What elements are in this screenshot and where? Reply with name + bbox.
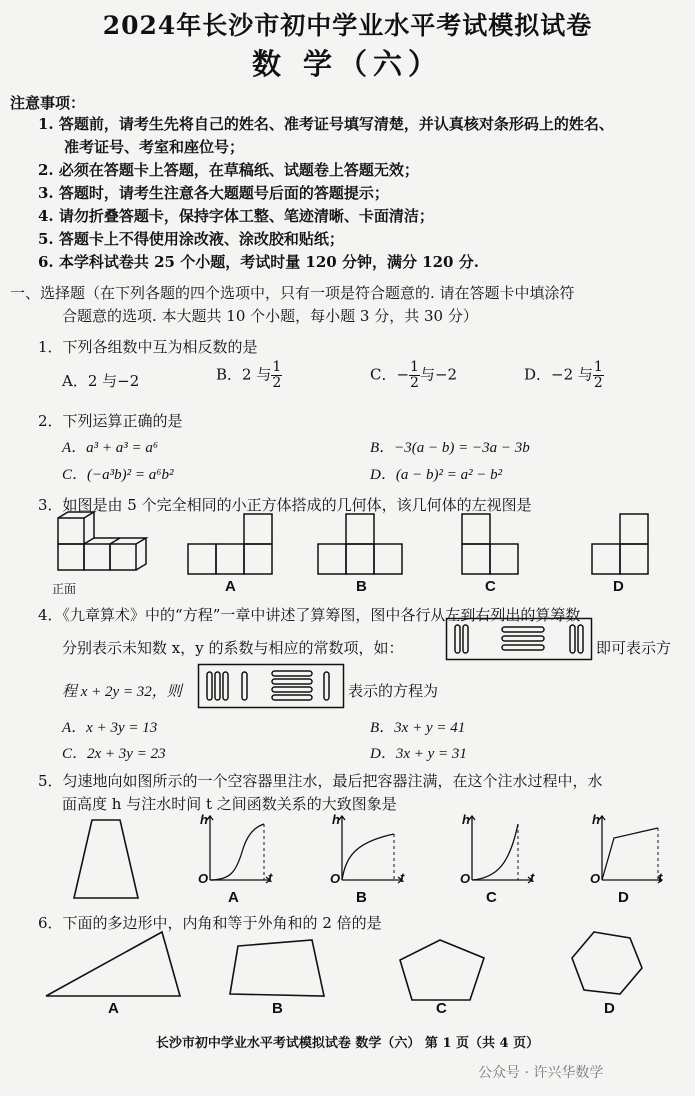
q1-c-text-after: 与−2: [419, 365, 458, 384]
q2-option-d: D．(a − b)² = a² − b²: [370, 467, 503, 483]
q5-label-d: D: [618, 889, 629, 906]
q1-c-fraction: [409, 360, 420, 391]
q4-option-b: B．3x + y = 41: [370, 720, 466, 736]
fraction-numerator: 1: [593, 359, 603, 375]
notice-item: 6. 本学科试卷共 25 个小题，考试时量 120 分钟，满分 120 分.: [38, 253, 479, 271]
q6-polygon-b: [228, 938, 328, 1000]
q3-solid-figure: [50, 512, 160, 582]
q1-option-c: [370, 360, 457, 391]
origin-label: O: [330, 871, 341, 886]
page-footer: 长沙市初中学业水平考试模拟试卷 数学（六） 第 1 页（共 4 页）: [155, 1036, 540, 1051]
q2-option-c: C．(−a³b)² = a⁶b²: [62, 467, 174, 483]
exam-title: 2024年长沙市初中学业水平考试模拟试卷: [102, 11, 593, 40]
q6-polygon-c: [398, 938, 488, 1002]
q4-line1: 4．《九章算术》中的“方程”一章中讲述了算筹图，图中各行从左到右列出的算筹数: [38, 606, 581, 624]
watermark: 公众号 · 许兴华数学: [478, 1065, 604, 1081]
q1-option-b: [216, 360, 282, 391]
fraction-numerator: 1: [410, 359, 419, 375]
q6-polygon-a: [44, 930, 184, 998]
q5-label-c: C: [486, 889, 497, 906]
q3-label-d: D: [613, 578, 624, 595]
origin-label: O: [198, 871, 209, 886]
q4-option-d: D．3x + y = 31: [370, 746, 467, 762]
fraction-denominator: 2: [593, 375, 603, 391]
notice-item: 3. 答题时，请考生注意各大题题号后面的答题提示；: [38, 184, 389, 202]
axis-label-t: t: [268, 870, 273, 885]
q3-front-label: 正面: [52, 582, 77, 596]
notice-heading: 注意事项：: [10, 94, 86, 112]
axis-label-h: h: [332, 812, 340, 827]
q1-d-fraction: [593, 360, 604, 391]
notice-item: 1. 答题前，请考生先将自己的姓名、准考证号填写清楚，并认真核对条形码上的姓名、: [38, 115, 614, 133]
notice-item: 准考证号、考室和座位号；: [64, 138, 245, 156]
q3-view-a: [188, 514, 278, 576]
q4-line3-start: 程 x + 2y = 32，则: [62, 684, 182, 700]
notice-item: 2. 必须在答题卡上答题，在草稿纸、试题卷上答题无效；: [38, 161, 419, 179]
q1-stem: 1．下列各组数中互为相反数的是: [38, 338, 258, 356]
q6-label-b: B: [272, 1000, 283, 1017]
axis-label-t: t: [400, 870, 405, 885]
q5-line1: 5．匀速地向如图所示的一个空容器里注水，最后把容器注满，在这个注水过程中，水: [38, 772, 603, 790]
q3-label-c: C: [485, 578, 496, 595]
q3-label-a: A: [225, 578, 236, 595]
q5-container-figure: [70, 818, 142, 900]
fraction-denominator: 2: [272, 375, 282, 391]
fraction-numerator: 1: [272, 359, 282, 375]
section-heading: 一、选择题（在下列各题的四个选项中，只有一项是符合题意的. 请在答题卡中填涂符: [10, 284, 575, 302]
axis-label-h: h: [200, 812, 208, 827]
q1-option-a: A．2 与−2: [62, 372, 140, 390]
q3-view-d: [592, 514, 654, 576]
fraction-denominator: 2: [410, 375, 419, 391]
counting-rods-question: [198, 664, 344, 708]
origin-label: O: [460, 871, 471, 886]
q1-d-text: D．−2 与: [524, 365, 593, 384]
section-heading-cont: 合题意的选项. 本大题共 10 个小题，每小题 3 分，共 30 分）: [62, 307, 478, 325]
q2-option-b: B．−3(a − b) = −3a − 3b: [370, 440, 530, 456]
q2-option-a: A．a³ + a³ = a⁶: [62, 440, 159, 456]
axis-label-t: t: [658, 870, 663, 885]
q4-line2-end: 即可表示方: [596, 639, 672, 657]
q6-label-c: C: [436, 1000, 447, 1017]
q3-view-c: [462, 514, 524, 576]
q4-line3-end: 表示的方程为: [348, 682, 439, 700]
q3-label-b: B: [356, 578, 367, 595]
q3-stem: 3．如图是由 5 个完全相同的小正方体搭成的几何体，该几何体的左视图是: [38, 496, 532, 514]
axis-label-t: t: [530, 870, 535, 885]
origin-label: O: [590, 871, 601, 886]
q6-label-a: A: [108, 1000, 119, 1017]
counting-rods-example: [446, 618, 592, 660]
notice-item: 5. 答题卡上不得使用涂改液、涂改胶和贴纸；: [38, 230, 344, 248]
q6-polygon-d: [570, 930, 644, 996]
q1-c-text: C．−: [370, 365, 410, 384]
axis-label-h: h: [462, 812, 470, 827]
q2-stem: 2．下列运算正确的是: [38, 412, 183, 430]
q1-b-fraction: [271, 360, 282, 391]
q1-option-d: [524, 360, 604, 391]
axis-label-h: h: [592, 812, 600, 827]
notice-item: 4. 请勿折叠答题卡，保持字体工整、笔迹清晰、卡面清洁；: [38, 207, 434, 225]
q6-stem: 6．下面的多边形中，内角和等于外角和的 2 倍的是: [38, 914, 382, 932]
q4-option-a: A．x + 3y = 13: [62, 720, 158, 736]
q5-label-b: B: [356, 889, 367, 906]
q1-b-text: B．2 与: [216, 365, 272, 384]
q4-line2: 分别表示未知数 x，y 的系数与相应的常数项，如：: [62, 639, 404, 657]
q5-label-a: A: [228, 889, 239, 906]
q4-option-c: C．2x + 3y = 23: [62, 746, 166, 762]
q5-line2: 面高度 h 与注水时间 t 之间函数关系的大致图象是: [62, 795, 397, 813]
q6-label-d: D: [604, 1000, 615, 1017]
exam-subtitle: 数 学（六）: [251, 47, 444, 81]
q3-view-b: [318, 514, 408, 576]
